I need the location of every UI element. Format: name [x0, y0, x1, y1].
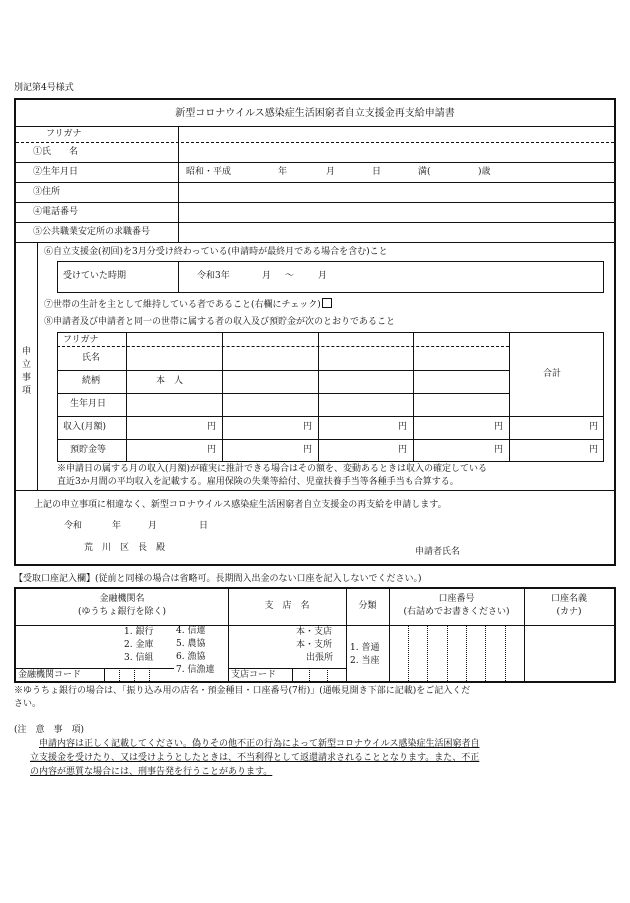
- birth-month-unit: 月: [326, 167, 336, 177]
- household-income-label: 収入(月額): [63, 422, 107, 432]
- household-name-label: 氏名: [82, 353, 101, 363]
- household-furigana-label: フリガナ: [63, 335, 99, 345]
- job-seeker-number-field[interactable]: [179, 223, 613, 241]
- birth-era: 昭和・平成: [186, 167, 232, 177]
- inst-name-subheader: (ゆうちょ銀行を除く): [77, 607, 167, 617]
- declaration-side-label: 申 立 事 項: [21, 347, 31, 396]
- caution-heading: (注 意 事 項): [14, 725, 85, 735]
- inst-type-shinkumi[interactable]: 3. 信組: [124, 653, 154, 663]
- branch-code-field[interactable]: [293, 669, 345, 681]
- branch-type-honshisho[interactable]: 本・支所: [296, 640, 333, 650]
- application-date-month: 月: [148, 521, 158, 531]
- application-date-day: 日: [199, 521, 209, 531]
- birth-year-unit: 年: [278, 167, 288, 177]
- caution-line-2: 立支援金を受けたり、又は受けようとしたときは、不当利得として返還請求されることとなります。また、不正: [30, 753, 480, 763]
- account-number-field[interactable]: [390, 627, 523, 680]
- support-period-tilde: 〜: [285, 271, 295, 281]
- application-statement: 上記の申立事項に相違なく、新型コロナウイルス感染症生活困窮者自立支援金の再支給を申請します。: [34, 500, 447, 510]
- caution-line-3: の内容が悪質な場合には、刑事告発を行うことがあります。: [30, 767, 273, 777]
- support-period-end-month: 月: [318, 271, 328, 281]
- inst-code-label: 金融機関コード: [18, 670, 82, 680]
- address-label: ③住所: [33, 187, 61, 197]
- household-total-label: 合計: [543, 369, 562, 379]
- support-period-label: 受けていた時期: [63, 271, 127, 281]
- account-number-subheader: (右詰めでお書きください): [403, 607, 510, 617]
- birthdate-label: ②生年月日: [33, 167, 79, 177]
- age-prefix: 満(: [418, 167, 431, 177]
- household-relation-label: 続柄: [82, 376, 101, 386]
- branch-type-honshiten[interactable]: 本・支店: [296, 627, 333, 637]
- savings-yen-4: 円: [494, 445, 504, 455]
- relation-self: 本 人: [156, 376, 184, 386]
- inst-type-gyokyo[interactable]: 6. 漁協: [176, 652, 206, 662]
- addressee: 荒 川 区 長 殿: [84, 543, 166, 553]
- branch-name-field[interactable]: [230, 627, 290, 665]
- address-field[interactable]: [179, 183, 613, 201]
- savings-yen-3: 円: [398, 445, 408, 455]
- savings-yen-1: 円: [207, 445, 217, 455]
- income-yen-total: 円: [589, 422, 599, 432]
- yucho-note-line-1: ※ゆうちょ銀行の場合は、「振り込み用の店名・預金種目・口座番号(7桁)」(通帳見開き下部に記載)をご記入くだ: [14, 686, 471, 696]
- account-type-header: 分類: [358, 601, 377, 611]
- inst-code-field[interactable]: [105, 669, 173, 681]
- income-yen-3: 円: [398, 422, 408, 432]
- branch-code-label: 支店コード: [231, 670, 277, 680]
- inst-type-shinren[interactable]: 4. 信連: [176, 626, 206, 636]
- inst-name-header: 金融機関名: [99, 594, 145, 604]
- furigana-label: フリガナ: [46, 129, 82, 139]
- household-savings-label: 預貯金等: [70, 445, 107, 455]
- caution-line-1: 申請内容は正しく記載してください。偽りその他不正の行為によって新型コロナウイルス感染症生活困窮者自: [39, 739, 480, 749]
- savings-yen-2: 円: [303, 445, 313, 455]
- savings-yen-total: 円: [589, 445, 599, 455]
- account-holder-field[interactable]: [525, 627, 614, 680]
- application-date-era: 令和: [64, 521, 83, 531]
- support-period-start-month: 月: [262, 271, 272, 281]
- bank-section-heading: 【受取口座記入欄】(従前と同様の場合は省略可。長期間入出金のない口座を記入しないでください。): [14, 574, 422, 584]
- inst-type-shinkin[interactable]: 2. 金庫: [124, 640, 154, 650]
- inst-type-nokyo[interactable]: 5. 農協: [176, 639, 206, 649]
- declaration-item-8: ⑧申請者及び申請者と同一の世帯に属する者の収入及び預貯金が次のとおりであること: [44, 317, 396, 327]
- form-number: 別記第4号様式: [14, 83, 74, 93]
- household-head-checkbox[interactable]: [322, 298, 332, 308]
- name-field[interactable]: [179, 143, 613, 161]
- income-note-line-2: 直近3か月間の平均収入を記載する。雇用保険の失業等給付、児童扶養手当等各種手当も合算する。: [57, 477, 459, 487]
- inst-type-bank[interactable]: 1. 銀行: [124, 627, 154, 637]
- phone-label: ④電話番号: [33, 207, 79, 217]
- account-holder-header: 口座名義: [550, 594, 587, 604]
- inst-name-field[interactable]: [17, 627, 117, 666]
- application-date-year: 年: [112, 521, 122, 531]
- account-type-toza[interactable]: 2. 当座: [350, 656, 380, 666]
- household-table: [57, 332, 604, 462]
- support-period-box: [57, 261, 604, 293]
- name-label: ①氏 名: [33, 147, 79, 157]
- form-title: 新型コロナウイルス感染症生活困窮者自立支援金再支給申請書: [175, 108, 455, 119]
- inst-type-shingyoren[interactable]: 7. 信漁連: [176, 665, 215, 675]
- account-number-header: 口座番号: [438, 594, 475, 604]
- branch-type-shutchojo[interactable]: 出張所: [306, 653, 334, 663]
- applicant-signature-field[interactable]: [478, 540, 608, 558]
- birth-day-unit: 日: [372, 167, 382, 177]
- support-period-era: 令和3年: [197, 271, 230, 281]
- income-yen-2: 円: [303, 422, 313, 432]
- applicant-signature-label: 申請者氏名: [415, 547, 461, 557]
- yucho-note-line-2: さい。: [14, 699, 42, 709]
- phone-field[interactable]: [179, 203, 613, 221]
- account-type-futsu[interactable]: 1. 普通: [350, 643, 380, 653]
- income-note-line-1: ※申請日の属する月の収入(月額)が確実に推計できる場合はその額を、変動あるときは収入の確定している: [57, 464, 488, 474]
- account-holder-subheader: (カナ): [556, 607, 582, 617]
- income-yen-1: 円: [207, 422, 217, 432]
- income-yen-4: 円: [494, 422, 504, 432]
- branch-name-header: 支 店 名: [264, 601, 310, 611]
- age-suffix: )歳: [478, 167, 491, 177]
- declaration-item-6: ⑥自立支援金(初回)を3月分受け終わっている(申請時が最終月である場合を含む)こと: [44, 247, 388, 257]
- job-seeker-number-label: ⑤公共職業安定所の求職番号: [33, 227, 151, 237]
- household-birthdate-label: 生年月日: [70, 399, 107, 409]
- declaration-item-7: ⑦世帯の生計を主として維持している者であること(右欄にチェック): [44, 298, 332, 310]
- furigana-field[interactable]: [179, 127, 613, 141]
